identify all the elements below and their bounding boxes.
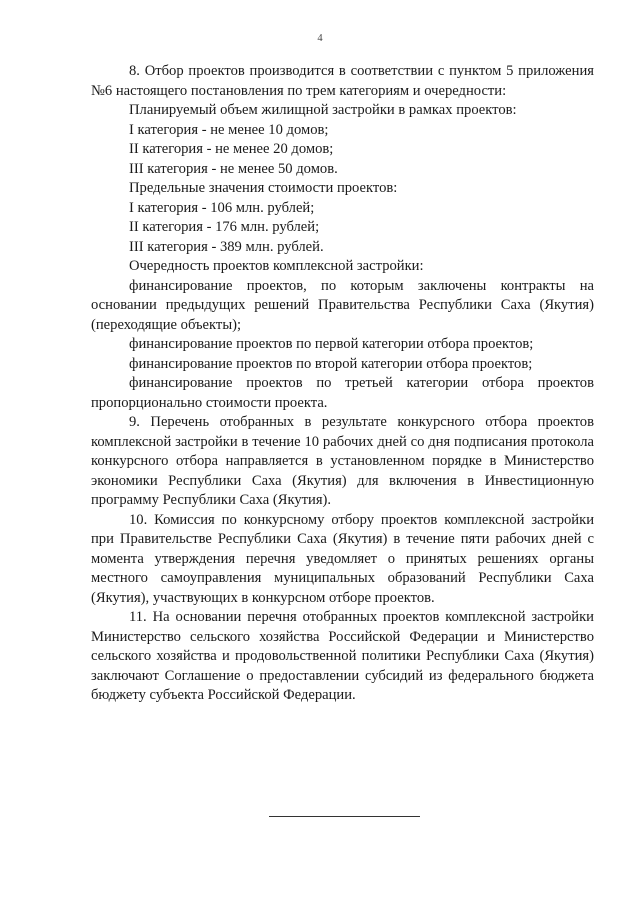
- page-number: 4: [317, 33, 323, 44]
- priority-heading: Очередность проектов комплексной застройки:: [129, 258, 424, 274]
- housing-category-1: I категория - не менее 10 домов;: [129, 121, 329, 138]
- paragraph-11: 11. На основании перечня отобранных проектов комплексной застройки Министерство сельского хозяйства Российской Федерации и Министерство сельского хозяйства и продовольственной политики Республики Саха (Якутия) заключают Соглашение о предоставлении субсидий из федерального бюджета бюджету субъекта Российской Федерации.: [91, 609, 594, 703]
- priority-item-2: финансирование проектов по первой категории отбора проектов;: [129, 336, 534, 352]
- cost-category-2: II категория - 176 млн. рублей;: [129, 219, 320, 235]
- end-of-document-rule: [269, 816, 420, 817]
- cost-category-1: I категория - 106 млн. рублей;: [129, 199, 315, 216]
- housing-volume-heading: Планируемый объем жилищной застройки в рамках проектов:: [129, 102, 517, 118]
- paragraph-10: 10. Комиссия по конкурсному отбору проектов комплексной застройки при Правительстве Республики Саха (Якутия) в течение пяти рабочих дней с момента утверждения перечня уведомляет о принятых решениях органы местного самоуправления муниципальных образований Республики Саха (Якутия), участвующих в конкурсном отборе проектов.: [91, 511, 594, 606]
- cost-category-3: III категория - 389 млн. рублей.: [129, 238, 324, 255]
- housing-category-3: III категория - не менее 50 домов.: [129, 160, 338, 177]
- housing-category-2: II категория - не менее 20 домов;: [129, 141, 334, 157]
- cost-limits-heading: Предельные значения стоимости проектов:: [129, 180, 398, 196]
- priority-item-1: финансирование проектов, по которым заключены контракты на основании предыдущих решений Правительства Республики Саха (Якутия) (переходящие объекты);: [91, 277, 594, 333]
- paragraph-8: 8. Отбор проектов производится в соответствии с пунктом 5 приложения №6 настоящего постановления по трем категориям и очередности:: [91, 63, 594, 99]
- priority-item-3: финансирование проектов по второй категории отбора проектов;: [129, 355, 533, 372]
- document-body: [91, 62, 594, 706]
- paragraph-9: 9. Перечень отобранных в результате конкурсного отбора проектов комплексной застройки в течение 10 рабочих дней со дня подписания протокола конкурсного отбора направляется в установленном порядке в Министерство экономики Республики Саха (Якутия) для включения в Инвестиционную программу Республики Саха (Якутия).: [91, 414, 594, 508]
- priority-item-4: финансирование проектов по третьей категории отбора проектов пропорционально стоимости проекта.: [91, 375, 594, 411]
